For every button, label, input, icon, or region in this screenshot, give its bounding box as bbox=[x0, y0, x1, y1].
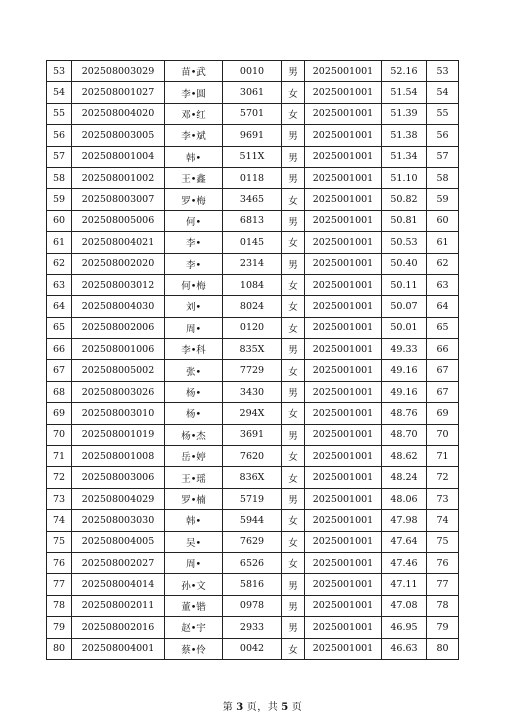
table-row bbox=[47, 595, 459, 616]
id-suffix-cell: 8024 bbox=[223, 296, 282, 317]
order-cell: 73 bbox=[427, 488, 459, 509]
post-code-cell: 2025001001 bbox=[305, 617, 382, 638]
table-row bbox=[47, 488, 459, 509]
gender-cell: 男 bbox=[282, 210, 305, 231]
order-cell: 61 bbox=[427, 232, 459, 253]
id-suffix-cell: 3430 bbox=[223, 381, 282, 402]
order-cell: 55 bbox=[427, 103, 459, 124]
score-cell: 47.64 bbox=[382, 531, 427, 552]
post-code-cell: 2025001001 bbox=[305, 253, 382, 274]
id-suffix-cell: 0118 bbox=[223, 167, 282, 188]
score-cell: 50.81 bbox=[382, 210, 427, 231]
order-cell: 60 bbox=[427, 210, 459, 231]
name-cell: 罗•楠 bbox=[165, 488, 223, 509]
exam-number-cell: 202508005002 bbox=[72, 360, 165, 381]
rank-cell: 77 bbox=[47, 574, 72, 595]
id-suffix-cell: 0978 bbox=[223, 595, 282, 616]
order-cell: 74 bbox=[427, 510, 459, 531]
exam-number-cell: 202508004020 bbox=[72, 103, 165, 124]
rank-cell: 63 bbox=[47, 274, 72, 295]
name-cell: 周• bbox=[165, 552, 223, 573]
footer-suffix: 页 bbox=[291, 702, 303, 713]
table-row bbox=[47, 274, 459, 295]
id-suffix-cell: 7629 bbox=[223, 531, 282, 552]
name-cell: 周• bbox=[165, 317, 223, 338]
name-cell: 苗•武 bbox=[165, 61, 223, 82]
order-cell: 76 bbox=[427, 552, 459, 573]
id-suffix-cell: 2933 bbox=[223, 617, 282, 638]
rank-cell: 53 bbox=[47, 61, 72, 82]
table-row bbox=[47, 360, 459, 381]
current-page-number: 3 bbox=[236, 702, 244, 713]
table-row bbox=[47, 467, 459, 488]
order-cell: 72 bbox=[427, 467, 459, 488]
exam-number-cell: 202508001008 bbox=[72, 446, 165, 467]
name-cell: 罗•梅 bbox=[165, 189, 223, 210]
order-cell: 65 bbox=[427, 317, 459, 338]
table-row bbox=[47, 339, 459, 360]
id-suffix-cell: 3691 bbox=[223, 424, 282, 445]
rank-cell: 61 bbox=[47, 232, 72, 253]
name-cell: 董•锴 bbox=[165, 595, 223, 616]
id-suffix-cell: 0120 bbox=[223, 317, 282, 338]
score-cell: 50.11 bbox=[382, 274, 427, 295]
gender-cell: 男 bbox=[282, 146, 305, 167]
gender-cell: 男 bbox=[282, 488, 305, 509]
id-suffix-cell: 5944 bbox=[223, 510, 282, 531]
name-cell: 何•梅 bbox=[165, 274, 223, 295]
exam-number-cell: 202508004021 bbox=[72, 232, 165, 253]
name-cell: 韩• bbox=[165, 146, 223, 167]
id-suffix-cell: 5719 bbox=[223, 488, 282, 509]
post-code-cell: 2025001001 bbox=[305, 531, 382, 552]
post-code-cell: 2025001001 bbox=[305, 146, 382, 167]
order-cell: 80 bbox=[427, 638, 459, 659]
name-cell: 杨• bbox=[165, 403, 223, 424]
id-suffix-cell: 0042 bbox=[223, 638, 282, 659]
rank-cell: 65 bbox=[47, 317, 72, 338]
score-cell: 48.70 bbox=[382, 424, 427, 445]
exam-number-cell: 202508002011 bbox=[72, 595, 165, 616]
exam-number-cell: 202508002016 bbox=[72, 617, 165, 638]
name-cell: 刘• bbox=[165, 296, 223, 317]
rank-cell: 58 bbox=[47, 167, 72, 188]
name-cell: 李•斌 bbox=[165, 125, 223, 146]
name-cell: 吴• bbox=[165, 531, 223, 552]
table-row bbox=[47, 638, 459, 659]
name-cell: 何• bbox=[165, 210, 223, 231]
post-code-cell: 2025001001 bbox=[305, 574, 382, 595]
name-cell: 李•圆 bbox=[165, 82, 223, 103]
exam-number-cell: 202508003007 bbox=[72, 189, 165, 210]
gender-cell: 女 bbox=[282, 82, 305, 103]
gender-cell: 女 bbox=[282, 317, 305, 338]
post-code-cell: 2025001001 bbox=[305, 403, 382, 424]
score-cell: 51.10 bbox=[382, 167, 427, 188]
rank-cell: 66 bbox=[47, 339, 72, 360]
exam-number-cell: 202508004005 bbox=[72, 531, 165, 552]
name-cell: 岳•婷 bbox=[165, 446, 223, 467]
name-cell: 邓•红 bbox=[165, 103, 223, 124]
post-code-cell: 2025001001 bbox=[305, 61, 382, 82]
gender-cell: 女 bbox=[282, 531, 305, 552]
order-cell: 75 bbox=[427, 531, 459, 552]
post-code-cell: 2025001001 bbox=[305, 595, 382, 616]
order-cell: 66 bbox=[427, 339, 459, 360]
exam-number-cell: 202508003010 bbox=[72, 403, 165, 424]
footer-prefix: 第 bbox=[222, 702, 234, 713]
score-cell: 48.06 bbox=[382, 488, 427, 509]
gender-cell: 男 bbox=[282, 253, 305, 274]
order-cell: 53 bbox=[427, 61, 459, 82]
exam-number-cell: 202508003012 bbox=[72, 274, 165, 295]
name-cell: 孙•文 bbox=[165, 574, 223, 595]
rank-cell: 60 bbox=[47, 210, 72, 231]
exam-number-cell: 202508005006 bbox=[72, 210, 165, 231]
score-cell: 48.24 bbox=[382, 467, 427, 488]
rank-cell: 72 bbox=[47, 467, 72, 488]
table-row bbox=[47, 403, 459, 424]
name-cell: 李• bbox=[165, 253, 223, 274]
exam-number-cell: 202508004029 bbox=[72, 488, 165, 509]
gender-cell: 女 bbox=[282, 274, 305, 295]
exam-number-cell: 202508004030 bbox=[72, 296, 165, 317]
exam-number-cell: 202508001002 bbox=[72, 167, 165, 188]
gender-cell: 女 bbox=[282, 446, 305, 467]
table-row bbox=[47, 82, 459, 103]
score-cell: 50.07 bbox=[382, 296, 427, 317]
rank-cell: 62 bbox=[47, 253, 72, 274]
gender-cell: 女 bbox=[282, 360, 305, 381]
gender-cell: 男 bbox=[282, 339, 305, 360]
rank-cell: 64 bbox=[47, 296, 72, 317]
id-suffix-cell: 6813 bbox=[223, 210, 282, 231]
name-cell: 李• bbox=[165, 232, 223, 253]
id-suffix-cell: 0145 bbox=[223, 232, 282, 253]
gender-cell: 男 bbox=[282, 617, 305, 638]
order-cell: 63 bbox=[427, 274, 459, 295]
table-row bbox=[47, 253, 459, 274]
exam-number-cell: 202508004014 bbox=[72, 574, 165, 595]
exam-number-cell: 202508002006 bbox=[72, 317, 165, 338]
score-cell: 50.53 bbox=[382, 232, 427, 253]
table-row bbox=[47, 552, 459, 573]
post-code-cell: 2025001001 bbox=[305, 232, 382, 253]
rank-cell: 71 bbox=[47, 446, 72, 467]
table-row bbox=[47, 232, 459, 253]
post-code-cell: 2025001001 bbox=[305, 552, 382, 573]
name-cell: 赵•宇 bbox=[165, 617, 223, 638]
id-suffix-cell: 3465 bbox=[223, 189, 282, 210]
table-row bbox=[47, 210, 459, 231]
id-suffix-cell: 5816 bbox=[223, 574, 282, 595]
gender-cell: 男 bbox=[282, 424, 305, 445]
order-cell: 67 bbox=[427, 381, 459, 402]
score-cell: 48.62 bbox=[382, 446, 427, 467]
name-cell: 张• bbox=[165, 360, 223, 381]
order-cell: 70 bbox=[427, 424, 459, 445]
table-row bbox=[47, 167, 459, 188]
order-cell: 62 bbox=[427, 253, 459, 274]
score-cell: 46.95 bbox=[382, 617, 427, 638]
score-cell: 51.34 bbox=[382, 146, 427, 167]
post-code-cell: 2025001001 bbox=[305, 167, 382, 188]
table-row bbox=[47, 531, 459, 552]
gender-cell: 女 bbox=[282, 103, 305, 124]
post-code-cell: 2025001001 bbox=[305, 317, 382, 338]
exam-number-cell: 202508001019 bbox=[72, 424, 165, 445]
gender-cell: 女 bbox=[282, 296, 305, 317]
gender-cell: 男 bbox=[282, 595, 305, 616]
order-cell: 77 bbox=[427, 574, 459, 595]
table-row bbox=[47, 103, 459, 124]
name-cell: 杨•杰 bbox=[165, 424, 223, 445]
table-row bbox=[47, 189, 459, 210]
table-row bbox=[47, 125, 459, 146]
table-row bbox=[47, 61, 459, 82]
score-cell: 47.46 bbox=[382, 552, 427, 573]
post-code-cell: 2025001001 bbox=[305, 103, 382, 124]
rank-cell: 67 bbox=[47, 360, 72, 381]
gender-cell: 女 bbox=[282, 467, 305, 488]
gender-cell: 女 bbox=[282, 552, 305, 573]
id-suffix-cell: 511X bbox=[223, 146, 282, 167]
gender-cell: 女 bbox=[282, 638, 305, 659]
name-cell: 韩• bbox=[165, 510, 223, 531]
name-cell: 李•科 bbox=[165, 339, 223, 360]
score-cell: 50.40 bbox=[382, 253, 427, 274]
footer-middle: 页，共 bbox=[246, 702, 279, 713]
gender-cell: 女 bbox=[282, 189, 305, 210]
order-cell: 79 bbox=[427, 617, 459, 638]
post-code-cell: 2025001001 bbox=[305, 510, 382, 531]
name-cell: 王•瑶 bbox=[165, 467, 223, 488]
exam-number-cell: 202508003026 bbox=[72, 381, 165, 402]
exam-number-cell: 202508001027 bbox=[72, 82, 165, 103]
rank-cell: 56 bbox=[47, 125, 72, 146]
rank-cell: 75 bbox=[47, 531, 72, 552]
exam-number-cell: 202508001004 bbox=[72, 146, 165, 167]
name-cell: 杨• bbox=[165, 381, 223, 402]
post-code-cell: 2025001001 bbox=[305, 210, 382, 231]
id-suffix-cell: 1084 bbox=[223, 274, 282, 295]
post-code-cell: 2025001001 bbox=[305, 381, 382, 402]
name-cell: 王•鑫 bbox=[165, 167, 223, 188]
exam-number-cell: 202508004001 bbox=[72, 638, 165, 659]
order-cell: 69 bbox=[427, 403, 459, 424]
exam-number-cell: 202508002027 bbox=[72, 552, 165, 573]
order-cell: 64 bbox=[427, 296, 459, 317]
id-suffix-cell: 836X bbox=[223, 467, 282, 488]
post-code-cell: 2025001001 bbox=[305, 82, 382, 103]
gender-cell: 女 bbox=[282, 510, 305, 531]
post-code-cell: 2025001001 bbox=[305, 467, 382, 488]
id-suffix-cell: 6526 bbox=[223, 552, 282, 573]
rank-cell: 57 bbox=[47, 146, 72, 167]
score-cell: 51.39 bbox=[382, 103, 427, 124]
score-cell: 51.54 bbox=[382, 82, 427, 103]
rank-cell: 69 bbox=[47, 403, 72, 424]
score-cell: 49.16 bbox=[382, 381, 427, 402]
post-code-cell: 2025001001 bbox=[305, 125, 382, 146]
exam-number-cell: 202508003005 bbox=[72, 125, 165, 146]
table-row bbox=[47, 296, 459, 317]
score-cell: 47.11 bbox=[382, 574, 427, 595]
id-suffix-cell: 0010 bbox=[223, 61, 282, 82]
id-suffix-cell: 294X bbox=[223, 403, 282, 424]
post-code-cell: 2025001001 bbox=[305, 274, 382, 295]
table-body bbox=[47, 61, 459, 660]
order-cell: 67 bbox=[427, 360, 459, 381]
exam-number-cell: 202508001006 bbox=[72, 339, 165, 360]
name-cell: 蔡•伶 bbox=[165, 638, 223, 659]
gender-cell: 女 bbox=[282, 403, 305, 424]
table-row bbox=[47, 317, 459, 338]
rank-cell: 78 bbox=[47, 595, 72, 616]
score-cell: 47.98 bbox=[382, 510, 427, 531]
order-cell: 58 bbox=[427, 167, 459, 188]
exam-number-cell: 202508003029 bbox=[72, 61, 165, 82]
score-cell: 47.08 bbox=[382, 595, 427, 616]
table-row bbox=[47, 446, 459, 467]
rank-cell: 70 bbox=[47, 424, 72, 445]
post-code-cell: 2025001001 bbox=[305, 446, 382, 467]
post-code-cell: 2025001001 bbox=[305, 424, 382, 445]
rank-cell: 68 bbox=[47, 381, 72, 402]
exam-number-cell: 202508003006 bbox=[72, 467, 165, 488]
post-code-cell: 2025001001 bbox=[305, 296, 382, 317]
rank-cell: 73 bbox=[47, 488, 72, 509]
gender-cell: 男 bbox=[282, 167, 305, 188]
id-suffix-cell: 3061 bbox=[223, 82, 282, 103]
rank-cell: 59 bbox=[47, 189, 72, 210]
order-cell: 57 bbox=[427, 146, 459, 167]
gender-cell: 男 bbox=[282, 574, 305, 595]
post-code-cell: 2025001001 bbox=[305, 360, 382, 381]
gender-cell: 女 bbox=[282, 232, 305, 253]
id-suffix-cell: 5701 bbox=[223, 103, 282, 124]
score-cell: 46.63 bbox=[382, 638, 427, 659]
score-cell: 51.38 bbox=[382, 125, 427, 146]
score-cell: 50.82 bbox=[382, 189, 427, 210]
exam-number-cell: 202508003030 bbox=[72, 510, 165, 531]
rank-cell: 79 bbox=[47, 617, 72, 638]
table-row bbox=[47, 146, 459, 167]
table-row bbox=[47, 381, 459, 402]
table-row bbox=[47, 574, 459, 595]
rank-cell: 80 bbox=[47, 638, 72, 659]
order-cell: 71 bbox=[427, 446, 459, 467]
post-code-cell: 2025001001 bbox=[305, 488, 382, 509]
gender-cell: 男 bbox=[282, 61, 305, 82]
post-code-cell: 2025001001 bbox=[305, 339, 382, 360]
page-footer bbox=[0, 698, 525, 713]
rank-cell: 54 bbox=[47, 82, 72, 103]
order-cell: 56 bbox=[427, 125, 459, 146]
order-cell: 59 bbox=[427, 189, 459, 210]
id-suffix-cell: 2314 bbox=[223, 253, 282, 274]
id-suffix-cell: 7729 bbox=[223, 360, 282, 381]
rank-cell: 74 bbox=[47, 510, 72, 531]
table-row bbox=[47, 617, 459, 638]
rank-cell: 55 bbox=[47, 103, 72, 124]
post-code-cell: 2025001001 bbox=[305, 189, 382, 210]
score-cell: 50.01 bbox=[382, 317, 427, 338]
table-row bbox=[47, 510, 459, 531]
order-cell: 78 bbox=[427, 595, 459, 616]
exam-number-cell: 202508002020 bbox=[72, 253, 165, 274]
score-cell: 49.33 bbox=[382, 339, 427, 360]
gender-cell: 男 bbox=[282, 381, 305, 402]
post-code-cell: 2025001001 bbox=[305, 638, 382, 659]
score-cell: 49.16 bbox=[382, 360, 427, 381]
score-table bbox=[46, 60, 459, 660]
table-row bbox=[47, 424, 459, 445]
gender-cell: 男 bbox=[282, 125, 305, 146]
id-suffix-cell: 7620 bbox=[223, 446, 282, 467]
total-pages-number: 5 bbox=[281, 702, 289, 713]
id-suffix-cell: 9691 bbox=[223, 125, 282, 146]
score-cell: 48.76 bbox=[382, 403, 427, 424]
order-cell: 54 bbox=[427, 82, 459, 103]
score-cell: 52.16 bbox=[382, 61, 427, 82]
id-suffix-cell: 835X bbox=[223, 339, 282, 360]
rank-cell: 76 bbox=[47, 552, 72, 573]
